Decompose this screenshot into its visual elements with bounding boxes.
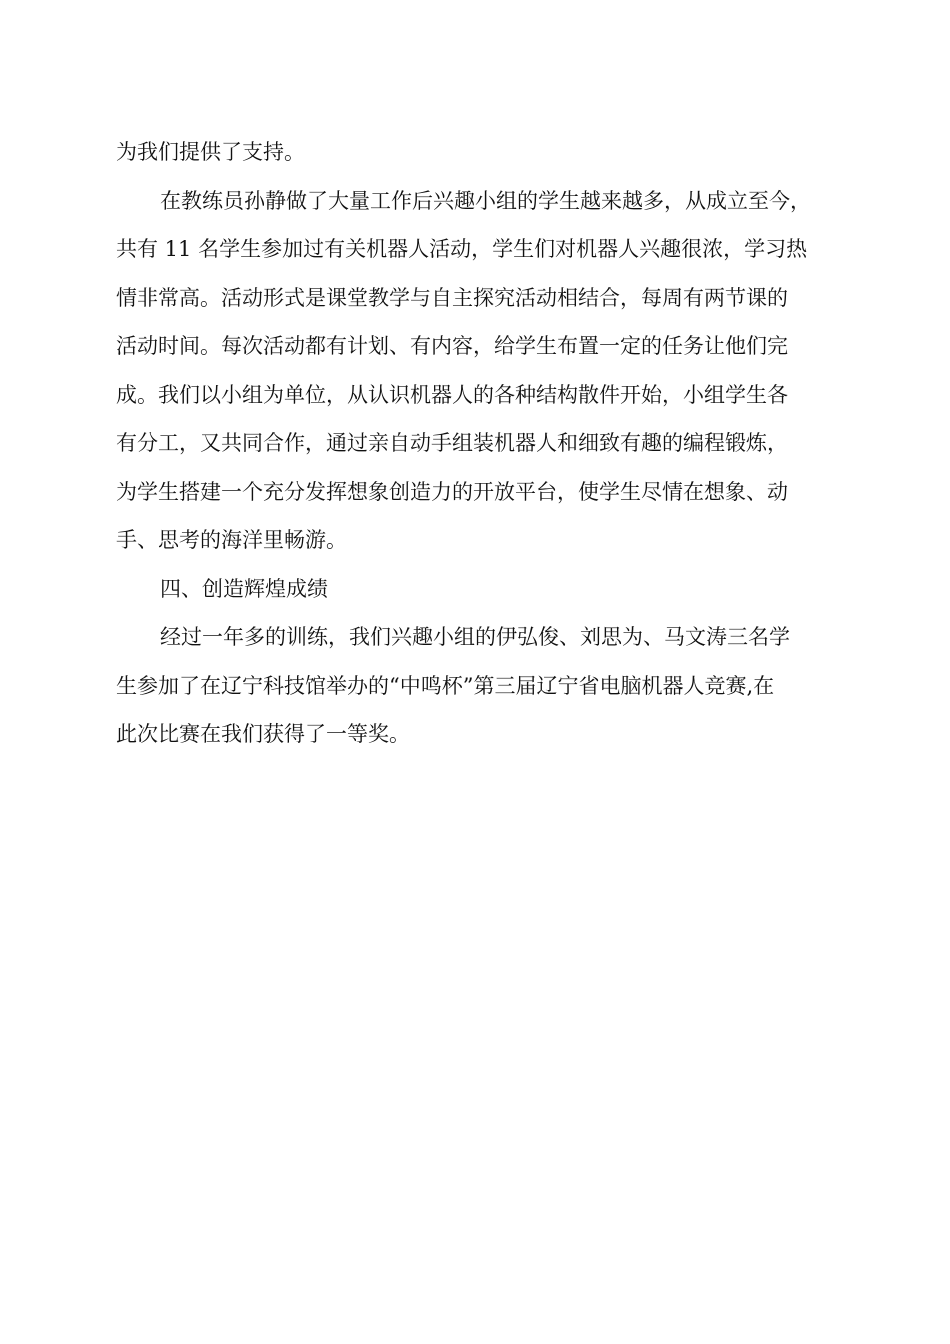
text-line: 情非常高。活动形式是课堂教学与自主探究活动相结合，每周有两节课的 [116,285,788,310]
text-line: 活动时间。每次活动都有计划、有内容，给学生布置一定的任务让他们完 [116,334,788,358]
text-line: 为学生搭建一个充分发挥想象创造力的开放平台，使学生尽情在想象、动 [116,479,788,504]
text-line: 手、思考的海洋里畅游。 [116,528,347,552]
text-line: 有分工，又共同合作，通过亲自动手组装机器人和细致有趣的编程锻炼， [116,431,788,455]
text-line: 此次比赛在我们获得了一等奖。 [116,722,410,746]
text-line: 生参加了在辽宁科技馆举办的“中鸣杯”第三届辽宁省电脑机器人竞赛,在 [116,673,775,698]
text-line: 在教练员孙静做了大量工作后兴趣小组的学生越来越多，从成立至今， [160,188,811,213]
text-line: 为我们提供了支持。 [116,140,305,164]
text-line: 经过一年多的训练，我们兴趣小组的伊弘俊、刘思为、马文涛三名学 [160,625,790,649]
text-line: 成。我们以小组为单位，从认识机器人的各种结构散件开始，小组学生各 [116,382,788,407]
text-line: 共有 11 名学生参加过有关机器人活动，学生们对机器人兴趣很浓，学习热 [116,237,808,261]
document-body [116,128,856,759]
section-heading: 四、创造辉煌成绩 [160,576,328,601]
